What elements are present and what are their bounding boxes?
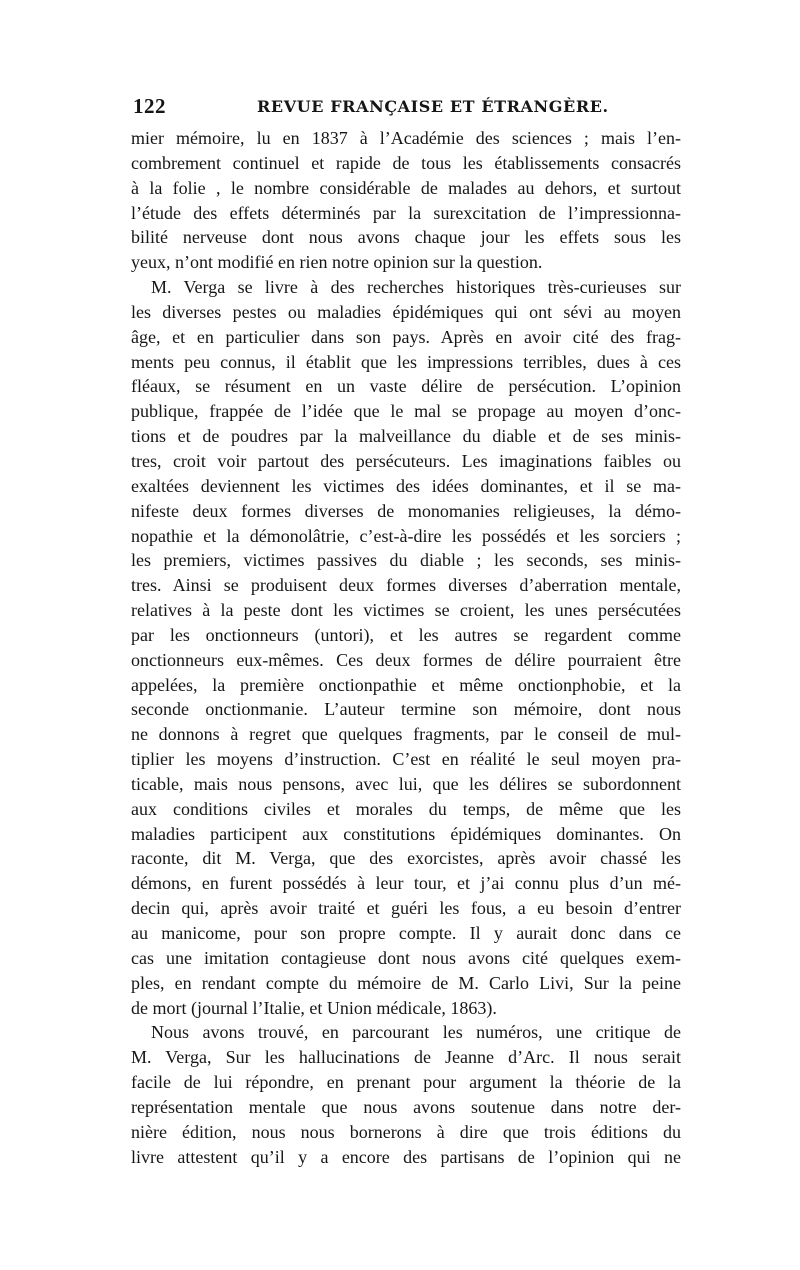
text-line: Nous avons trouvé, en parcourant les numéros, une critique de: [151, 1022, 681, 1043]
text-line: démons, en furent possédés à leur tour, et j’ai connu plus d’un mé-: [131, 873, 681, 894]
text-line: aux conditions civiles et morales du temps, de même que les: [131, 798, 681, 819]
text-line: âge, et en particulier dans son pays. Après en avoir cité des frag-: [131, 326, 681, 347]
text-line: tions et de poudres par la malveillance du diable et de ses minis-: [131, 426, 681, 447]
text-line: M. Verga, Sur les hallucinations de Jeanne d’Arc. Il nous serait: [131, 1047, 681, 1068]
text-line: de mort (journal l’Italie, et Union médicale, 1863).: [131, 997, 497, 1018]
page-header: [131, 94, 681, 120]
text-line: appelées, la première onctionpathie et même onctionphobie, et la: [131, 674, 681, 695]
text-line: exaltées deviennent les victimes des idées dominantes, et il se ma-: [131, 475, 681, 496]
text-line: M. Verga se livre à des recherches historiques très-curieuses sur: [151, 277, 681, 298]
text-line: l’étude des effets déterminés par la surexcitation de l’impressionna-: [131, 202, 681, 223]
text-line: nifeste deux formes diverses de monomanies religieuses, la démo-: [131, 500, 681, 521]
text-line: ments peu connus, il établit que les impressions terribles, dues à ces: [131, 351, 681, 372]
text-line: seconde onctionmanie. L’auteur termine son mémoire, dont nous: [131, 699, 681, 720]
running-title: REVUE FRANÇAISE ET ÉTRANGÈRE.: [257, 97, 609, 116]
text-line: au manicome, pour son propre compte. Il y aurait donc dans ce: [131, 923, 681, 943]
text-line: bilité nerveuse dont nous avons chaque jour les effets sous les: [131, 227, 681, 248]
body-text: [131, 126, 681, 1169]
text-line: yeux, n’ont modifié en rien notre opinion sur la question.: [131, 252, 543, 273]
text-line: relatives à la peste dont les victimes se croient, les unes persécutées: [131, 600, 681, 621]
text-line: les premiers, victimes passives du diable ; les seconds, ses minis-: [131, 550, 681, 571]
text-line: onctionneurs eux-mêmes. Ces deux formes de délire pourraient être: [131, 649, 681, 670]
text-line: tres, croit voir partout des persécuteurs. Les imaginations faibles ou: [131, 450, 681, 471]
text-line: représentation mentale que nous avons soutenue dans notre der-: [131, 1096, 681, 1117]
text-line: fléaux, se résument en un vaste délire de persécution. L’opinion: [131, 376, 681, 397]
text-line: combrement continuel et rapide de tous les établissements consacrés: [131, 152, 681, 173]
text-line: ticable, mais nous pensons, avec lui, que les délires se subordonnent: [131, 773, 681, 794]
text-line: livre attestent qu’il y a encore des partisans de l’opinion qui ne: [131, 1146, 681, 1167]
text-line: nière édition, nous nous bornerons à dire que trois éditions du: [131, 1121, 681, 1142]
text-line: raconte, dit M. Verga, que des exorcistes, après avoir chassé les: [131, 848, 681, 869]
text-line: ne donnons à regret que quelques fragments, par le conseil de mul-: [131, 724, 681, 745]
text-line: cas une imitation contagieuse dont nous avons cité quelques exem-: [131, 947, 681, 968]
text-line: les diverses pestes ou maladies épidémiques qui ont sévi au moyen: [131, 301, 681, 322]
text-line: tiplier les moyens d’instruction. C’est en réalité le seul moyen pra-: [131, 749, 681, 770]
text-line: mier mémoire, lu en 1837 à l’Académie des sciences ; mais l’en-: [131, 128, 681, 148]
page-number: 122: [133, 94, 166, 118]
text-line: à la folie , le nombre considérable de malades au dehors, et surtout: [131, 177, 681, 198]
text-line: facile de lui répondre, en prenant pour argument la théorie de la: [131, 1072, 681, 1093]
book-page: [131, 94, 681, 1169]
text-line: tres. Ainsi se produisent deux formes diverses d’aberration mentale,: [131, 575, 681, 596]
text-line: nopathie et la démonolâtrie, c’est-à-dire les possédés et les sorciers ;: [131, 525, 681, 546]
text-line: publique, frappée de l’idée que le mal se propage au moyen d’onc-: [131, 401, 681, 422]
text-line: maladies participent aux constitutions épidémiques dominantes. On: [131, 823, 681, 844]
text-line: decin qui, après avoir traité et guéri les fous, a eu besoin d’entrer: [131, 898, 681, 919]
text-line: ples, en rendant compte du mémoire de M. Carlo Livi, Sur la peine: [131, 972, 681, 993]
text-line: par les onctionneurs (untori), et les autres se regardent comme: [131, 624, 681, 645]
